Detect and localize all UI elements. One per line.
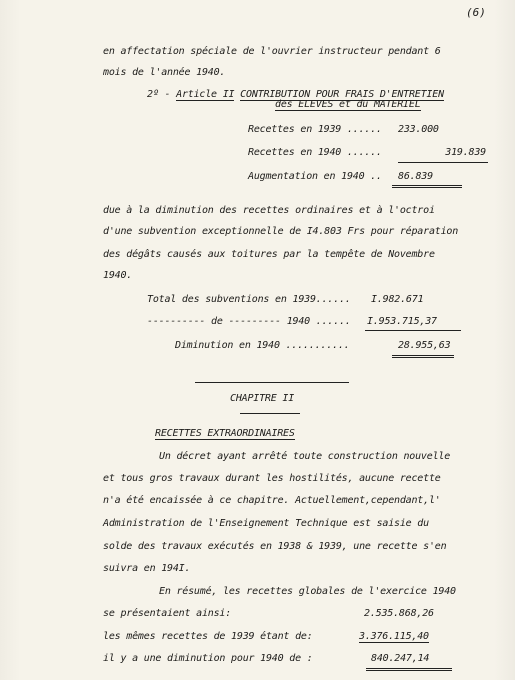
- page-number: (6): [466, 6, 486, 19]
- chapter-heading: CHAPITRE II: [230, 393, 295, 404]
- subsidy-total-1939-label: Total des subventions en 1939......: [147, 294, 351, 305]
- chapter-paragraph-line-3: n'a été encaissée à ce chapitre. Actuellement,cependant,l': [103, 495, 441, 506]
- subsidy-double-rule: [392, 355, 454, 358]
- article-label: Article II: [176, 89, 235, 100]
- subsidy-total-1939-value: I.982.671: [371, 294, 424, 305]
- paragraph2-line-3: des dégâts causés aux toitures par la tempête de Novembre: [103, 249, 435, 260]
- paragraph2-line-4: 1940.: [103, 270, 133, 281]
- receipts-1939-label: Recettes en 1939 ......: [248, 124, 382, 135]
- summary-presented-value: 2.535.868,26: [364, 608, 434, 619]
- receipts-1939-value: 233.000: [398, 124, 439, 135]
- section-divider: [195, 382, 349, 383]
- subsidy-sum-rule: [365, 330, 461, 331]
- chapter-paragraph-line-6: suivra en 194I.: [103, 563, 191, 574]
- summary-double-rule: [366, 668, 452, 671]
- sum-rule: [398, 162, 488, 163]
- subsidy-total-1940-value: I.953.715,37: [367, 316, 437, 327]
- chapter-paragraph-line-4: Administration de l'Enseignement Technique est saisie du: [103, 518, 429, 529]
- article-number: 2º -: [147, 89, 171, 100]
- increase-double-rule: [392, 185, 462, 188]
- article-title-line-2: des ELEVES et du MATERIEL: [275, 99, 421, 110]
- section-title: RECETTES EXTRAORDINAIRES: [155, 428, 295, 439]
- chapter-paragraph-line-2: et tous gros travaux durant les hostilités, aucune recette: [103, 473, 441, 484]
- summary-1939-value: 3.376.115,40: [359, 631, 429, 642]
- chapter-rule: [240, 413, 300, 414]
- article-title-1: CONTRIBUTION POUR FRAIS D'ENTRETIEN: [240, 89, 444, 100]
- paragraph2-line-1: due à la diminution des recettes ordinaires et à l'octroi: [103, 205, 435, 216]
- subsidy-decrease-value: 28.955,63: [398, 340, 451, 351]
- subsidy-decrease-label: Diminution en 1940 ...........: [175, 340, 350, 351]
- paragraph-line-2: mois de l'année 1940.: [103, 67, 226, 78]
- chapter-paragraph-line-5: solde des travaux exécutés en 1938 & 1939, une recette s'en: [103, 541, 447, 552]
- subsidy-total-1940-label: ---------- de --------- 1940 ......: [147, 316, 351, 327]
- summary-line-1: En résumé, les recettes globales de l'exercice 1940: [159, 586, 456, 597]
- increase-label: Augmentation en 1940 ..: [248, 171, 382, 182]
- summary-decrease-label: il y a une diminution pour 1940 de :: [103, 653, 313, 664]
- increase-value: 86.839: [398, 171, 433, 182]
- chapter-paragraph-line-1: Un décret ayant arrêté toute construction nouvelle: [159, 451, 451, 462]
- paragraph-line-1: en affectation spéciale de l'ouvrier instructeur pendant 6: [103, 46, 441, 57]
- paragraph2-line-2: d'une subvention exceptionnelle de I4.803 Frs pour réparation: [103, 226, 459, 237]
- summary-decrease-value: 840.247,14: [371, 653, 430, 664]
- receipts-1940-value: 319.839: [445, 147, 486, 158]
- receipts-1940-label: Recettes en 1940 ......: [248, 147, 382, 158]
- summary-presented-label: se présentaient ainsi:: [103, 608, 232, 619]
- summary-1939-label: les mêmes recettes de 1939 étant de:: [103, 631, 313, 642]
